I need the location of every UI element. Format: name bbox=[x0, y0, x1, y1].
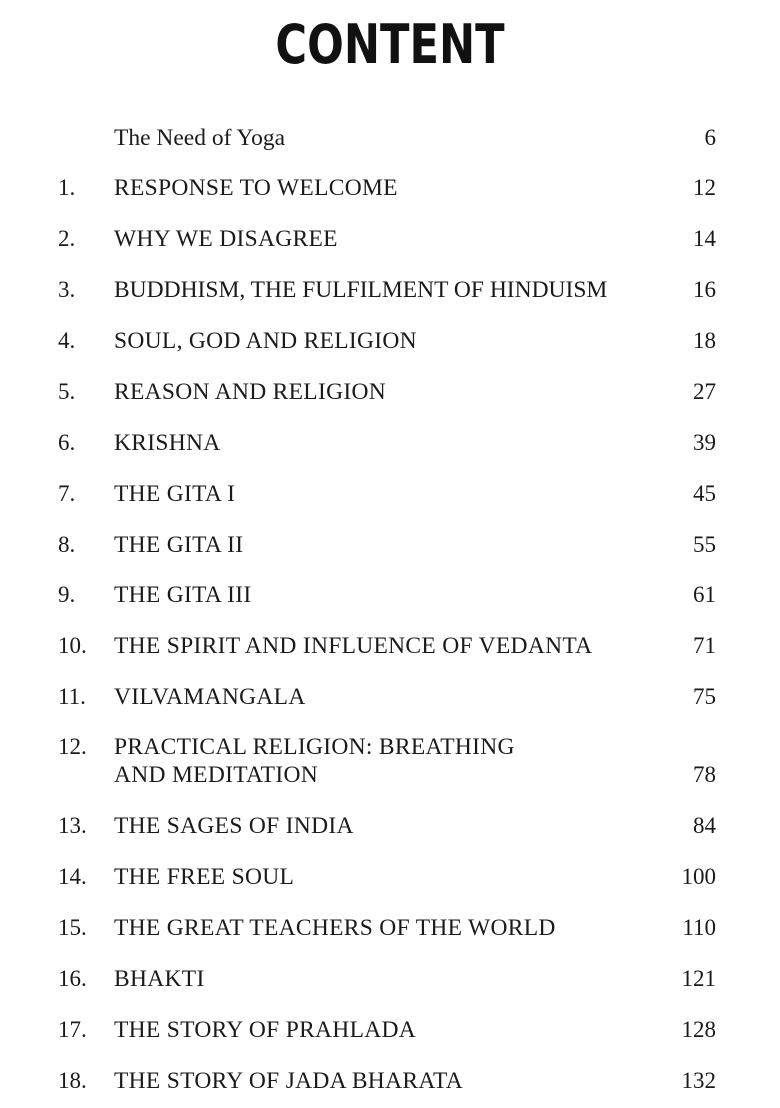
entry-page: 12 bbox=[693, 175, 716, 200]
entry-page: 45 bbox=[693, 481, 716, 506]
entry-page: 39 bbox=[693, 430, 716, 455]
entry-title: THE SPIRIT AND INFLUENCE OF VEDANTA bbox=[114, 633, 593, 659]
entry-number: 4. bbox=[58, 328, 76, 353]
entry-title: RESPONSE TO WELCOME bbox=[114, 175, 398, 201]
entry-number: 12. bbox=[58, 734, 87, 759]
entry-number: 10. bbox=[58, 633, 87, 658]
entry-number: 6. bbox=[58, 430, 76, 455]
entry-number: 16. bbox=[58, 966, 87, 991]
entry-title: THE GITA II bbox=[114, 532, 244, 558]
entry-number: 14. bbox=[58, 864, 87, 889]
entry-title: PRACTICAL RELIGION: BREATHING bbox=[114, 734, 515, 760]
entry-title: BHAKTI bbox=[114, 966, 205, 992]
entry-page: 84 bbox=[693, 813, 716, 838]
entry-number: 5. bbox=[58, 379, 76, 404]
entry-title: REASON AND RELIGION bbox=[114, 379, 387, 405]
entry-page: 61 bbox=[693, 582, 716, 607]
entry-page: 75 bbox=[693, 684, 716, 709]
entry-page: 16 bbox=[693, 277, 716, 302]
entry-title: THE GITA I bbox=[114, 481, 236, 507]
entry-number: 9. bbox=[58, 582, 76, 607]
entry-number: 7. bbox=[58, 481, 76, 506]
entry-page: 132 bbox=[681, 1068, 716, 1093]
entry-number: 8. bbox=[58, 532, 76, 557]
entry-page: 14 bbox=[693, 226, 716, 251]
entry-page: 18 bbox=[693, 328, 716, 353]
entry-page: 71 bbox=[693, 633, 716, 658]
entry-page: 55 bbox=[693, 532, 716, 557]
entry-page: 6 bbox=[704, 125, 716, 150]
entry-title: THE SAGES OF INDIA bbox=[114, 813, 354, 839]
entry-title: THE STORY OF JADA BHARATA bbox=[114, 1068, 464, 1094]
entry-number: 15. bbox=[58, 915, 87, 940]
entry-number: 11. bbox=[58, 684, 86, 709]
entry-page: 100 bbox=[681, 864, 716, 889]
entry-number: 3. bbox=[58, 277, 76, 302]
entry-page: 27 bbox=[693, 379, 716, 404]
entry-page: 121 bbox=[681, 966, 716, 991]
entry-title: BUDDHISM, THE FULFILMENT OF HINDUISM bbox=[114, 277, 608, 303]
entry-title: VILVAMANGALA bbox=[114, 684, 306, 710]
entry-title: The Need of Yoga bbox=[114, 125, 285, 151]
entry-number: 2. bbox=[58, 226, 76, 251]
page-title: CONTENT bbox=[275, 13, 505, 76]
entry-title: THE GREAT TEACHERS OF THE WORLD bbox=[114, 915, 556, 941]
entry-number: 1. bbox=[58, 175, 76, 200]
entry-title-line2: AND MEDITATION bbox=[114, 762, 318, 788]
entry-title: THE FREE SOUL bbox=[114, 864, 295, 890]
entry-title: WHY WE DISAGREE bbox=[114, 226, 338, 252]
entry-number: 13. bbox=[58, 813, 87, 838]
entry-title: THE GITA III bbox=[114, 582, 252, 608]
entry-number: 17. bbox=[58, 1017, 87, 1042]
entry-page: 78 bbox=[693, 762, 716, 787]
entry-page: 110 bbox=[682, 915, 716, 940]
entry-page: 128 bbox=[681, 1017, 716, 1042]
entry-title: THE STORY OF PRAHLADA bbox=[114, 1017, 417, 1043]
entry-title: KRISHNA bbox=[114, 430, 221, 456]
entry-number: 18. bbox=[58, 1068, 87, 1093]
entry-title: SOUL, GOD AND RELIGION bbox=[114, 328, 417, 354]
